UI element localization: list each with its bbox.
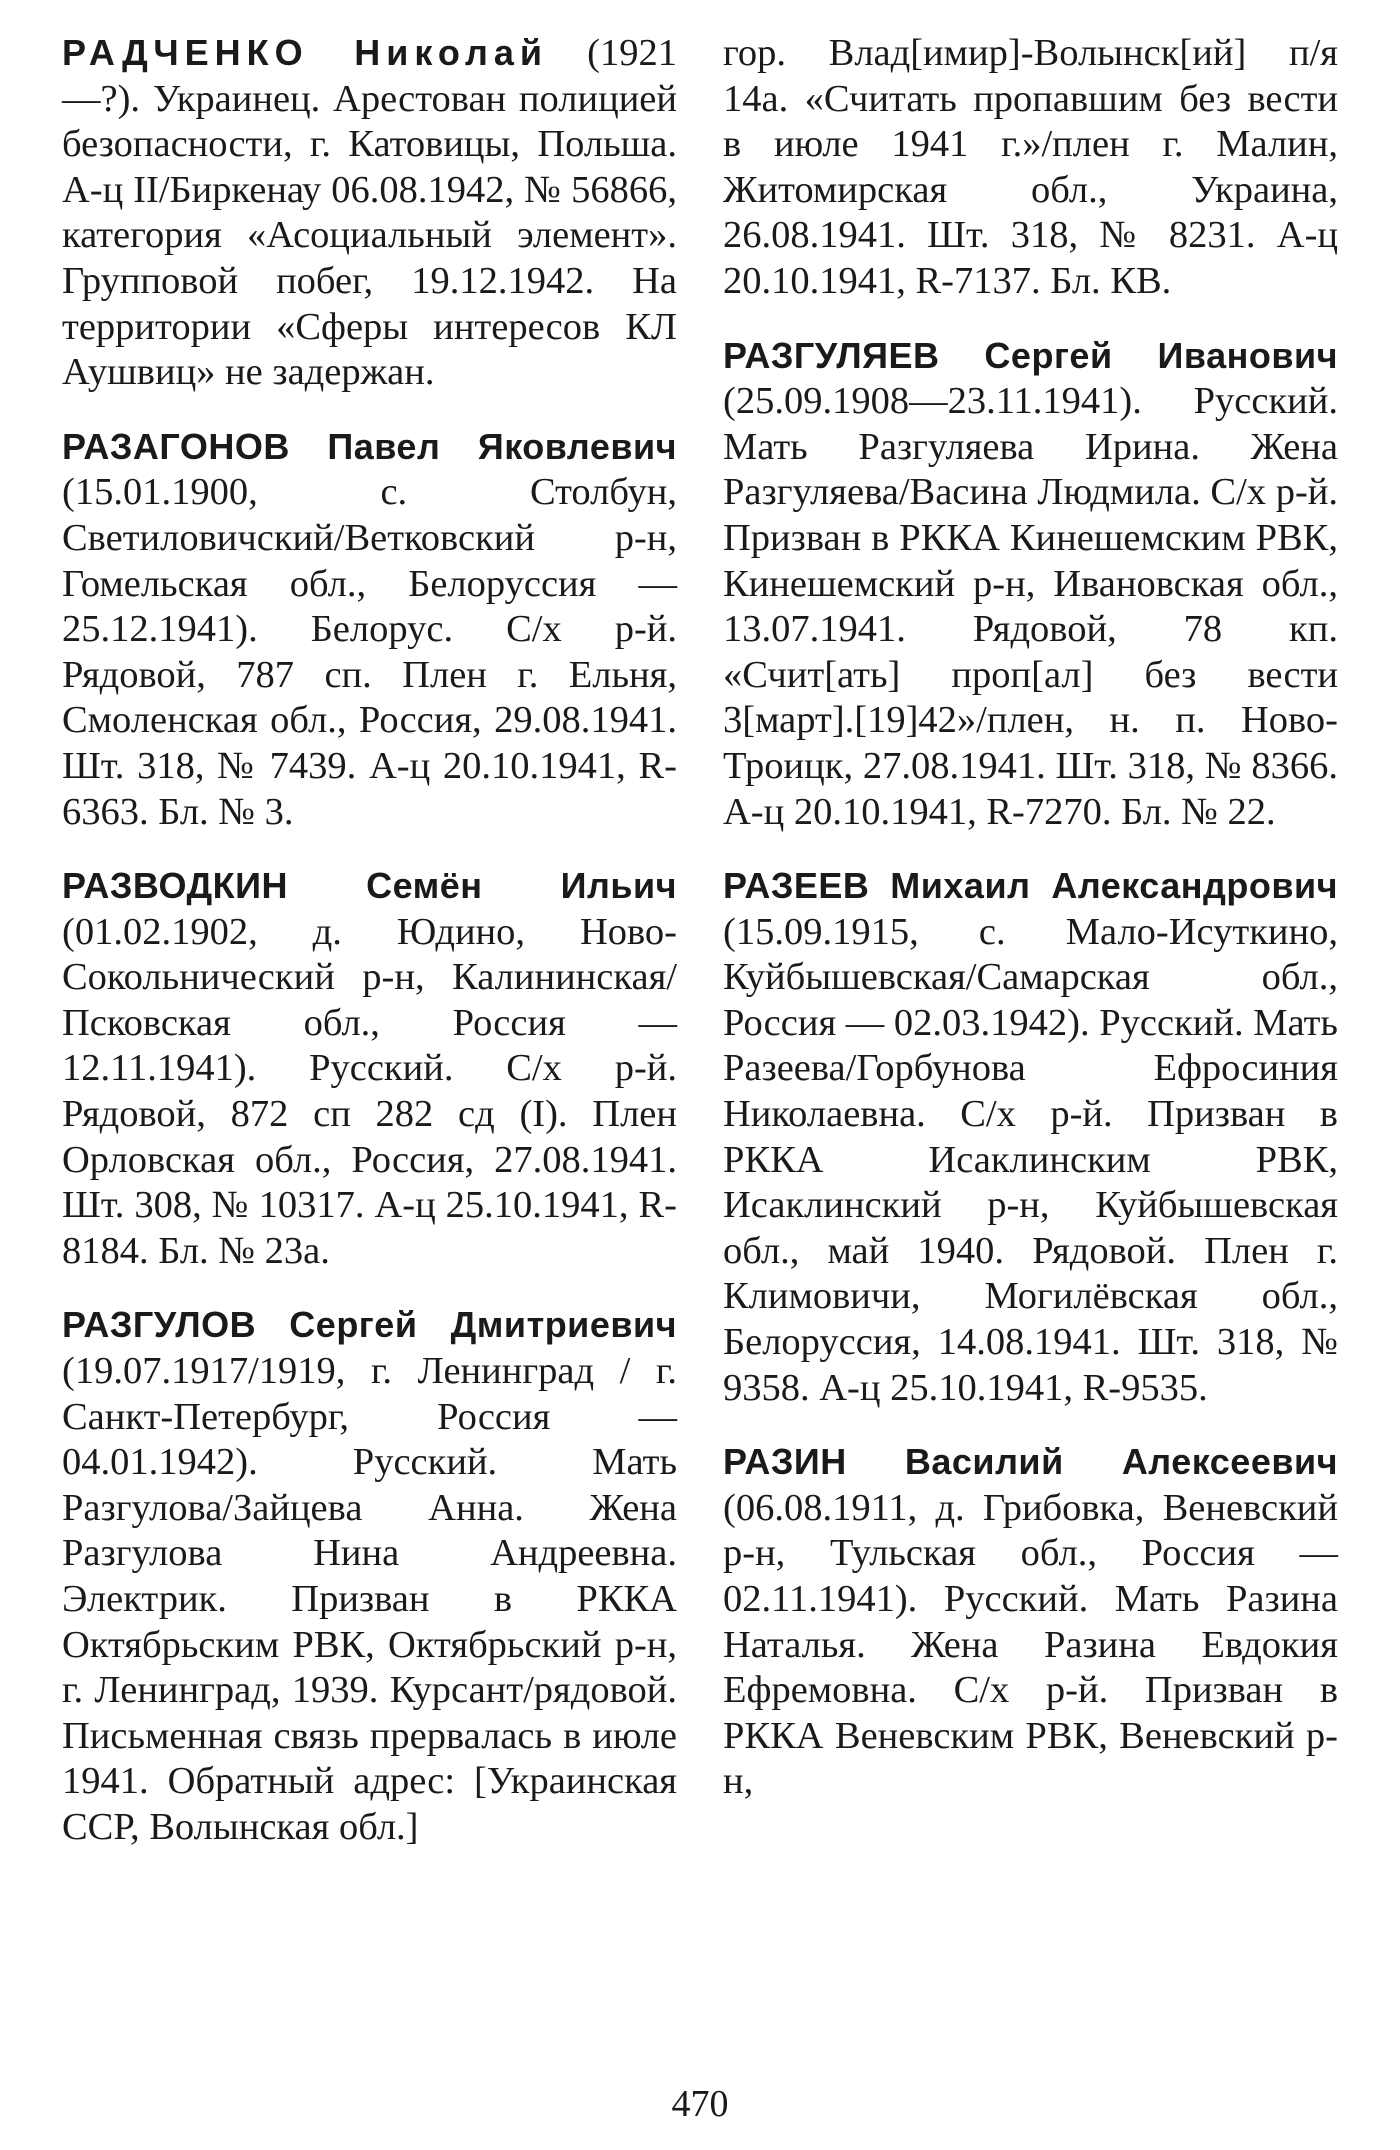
entry-razeev (723, 863, 1338, 1411)
page-number: 470 (671, 2083, 729, 2125)
entry-name: РАЗЕЕВ Михаил Александрович (723, 865, 1338, 907)
entry-text: (15.01.1900, с. Столбун, Светиловичский/Ветковский р-н, Гомельская обл., Белоруссия — 25.12.1941). Белорус. С/х р-й. Рядовой, 787 сп. Плен г. Ельня, Смоленская обл., Россия, 29.08.1941. Шт. 318, № 7439. А-ц 20.10.1941, R-6363. Бл. № 3. (62, 471, 677, 833)
entry-text: (25.09.1908—23.11.1941). Русский. Мать Разгуляева Ирина. Жена Разгуляева/Васина Людмила. С/х р-й. Призван в РККА Кинешемским РВК, Кинешемский р-н, Ивановская обл., 13.07.1941. Рядовой, 78 кп. «Счит[ать] проп[ал] без вести 3[март].[19]42»/плен, н. п. Ново-Троицк, 27.08.1941. Шт. 318, № 8366. А-ц 20.10.1941, R-7270. Бл. № 22. (723, 380, 1338, 833)
entry-razgulov (62, 1302, 677, 1850)
entry-text: гор. Влад[имир]-Волынск[ий] п/я 14а. «Считать пропавшим без вести в июле 1941 г.»/плен г. Малин, Житомирская обл., Украина, 26.08.1941. Шт. 318, № 8231. А-ц 20.10.1941, R-7137. Бл. КВ. (723, 32, 1338, 302)
entry-razgulov-continued (723, 30, 1338, 305)
entry-razgulyaev (723, 333, 1338, 836)
entry-radchenko (62, 30, 677, 396)
entry-text: (15.09.1915, с. Мало-Исуткино, Куйбышевская/Самарская обл., Россия — 02.03.1942). Русский. Мать Разеева/Горбунова Ефросиния Николаевна. С/х р-й. Призван в РККА Исаклинским РВК, Исаклинский р-н, Куйбышевская обл., май 1940. Рядовой. Плен г. Климовичи, Могилёвская обл., Белоруссия, 14.08.1941. Шт. 318, № 9358. А-ц 25.10.1941, R-9535. (723, 910, 1338, 1409)
entry-name: РАЗИН Василий Алексеевич (723, 1441, 1338, 1483)
entry-text: (01.02.1902, д. Юдино, Ново-Сокольнический р-н, Калининская/Псковская обл., Россия — 12.11.1941). Русский. С/х р-й. Рядовой, 872 сп 282 сд (I). Плен Орловская обл., Россия, 27.08.1941. Шт. 308, № 10317. А-ц 25.10.1941, R-8184. Бл. № 23а. (62, 910, 677, 1272)
entry-name: РАЗВОДКИН Семён Ильич (62, 865, 677, 907)
right-column (723, 30, 1338, 1833)
entry-name: РАДЧЕНКО Николай (62, 32, 548, 73)
entry-text: (19.07.1917/1919, г. Ленинград / г. Санкт-Петербург, Россия — 04.01.1942). Русский. Мать Разгулова/Зайцева Анна. Жена Разгулова Нина Андреевна. Электрик. Призван в РККА Октябрьским РВК, Октябрьский р-н, г. Ленинград, 1939. Курсант/рядовой. Письменная связь прервалась в июле 1941. Обратный адрес: [Украинская ССР, Волынская обл.] (62, 1350, 677, 1848)
entry-text: (06.08.1911, д. Грибовка, Веневский р-н, Тульская обл., Россия — 02.11.1941). Русский. Мать Разина Наталья. Жена Разина Евдокия Ефремовна. С/х р-й. Призван в РККА Веневским РВК, Веневский р-н, (723, 1486, 1338, 1803)
left-column (62, 30, 677, 1879)
entry-razvodkin (62, 863, 677, 1274)
entry-name: РАЗАГОНОВ Павел Яковлевич (62, 425, 677, 467)
entry-name: РАЗГУЛЯЕВ Сергей Иванович (723, 334, 1338, 376)
entry-name: РАЗГУЛОВ Сергей Дмитриевич (62, 1304, 677, 1346)
entry-razagonov (62, 424, 677, 835)
entry-razin (723, 1439, 1338, 1805)
entry-text: (1921—?). Украинец. Арестован полицией безопасности, г. Катовицы, Польша. А-ц II/Биркенау 06.08.1942, № 56866, категория «Асоциальный элемент». Групповой побег, 19.12.1942. На территории «Сферы интересов КЛ Аушвиц» не задержан. (62, 32, 677, 394)
